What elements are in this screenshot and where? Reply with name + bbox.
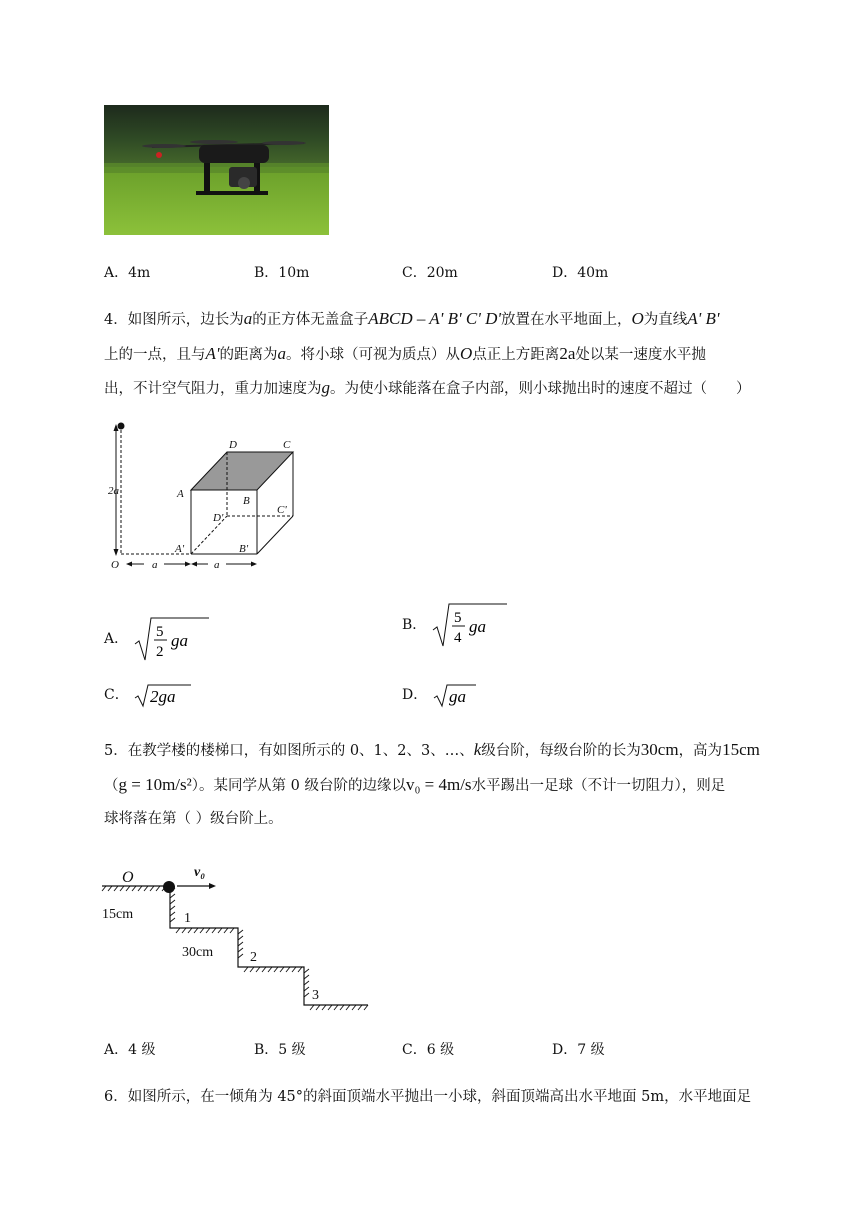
q3-option-d[interactable]: D．40m: [552, 265, 609, 281]
q3-option-a[interactable]: A．4m: [104, 265, 151, 281]
q4-line-3: 出，不计空气阻力，重力加速度为g。为使小球能落在盒子内部，则小球抛出时的速度不超过（ ）: [104, 378, 751, 397]
q5-option-c[interactable]: C．6 级: [402, 1042, 455, 1058]
svg-text:5: 5: [453, 610, 462, 626]
svg-text:15cm: 15cm: [102, 907, 134, 922]
svg-text:A: A: [177, 488, 184, 500]
svg-text:30cm: 30cm: [182, 945, 214, 960]
label-2a: 2a: [108, 485, 119, 497]
svg-text:D: D: [229, 439, 237, 451]
svg-text:D': D': [213, 512, 224, 524]
svg-text:O: O: [111, 559, 119, 571]
q5-option-b[interactable]: B．5 级: [254, 1042, 306, 1058]
svg-text:1: 1: [184, 911, 191, 926]
q5-line-1: 5．在教学楼的楼梯口，有如图所示的 0、1、2、3、…、k级台阶，每级台阶的长为30cm，高为15cm: [104, 740, 760, 759]
svg-text:ga: ga: [448, 687, 466, 706]
svg-text:3: 3: [312, 988, 319, 1003]
q4-option-a[interactable]: A． 5 2 ga: [104, 614, 213, 664]
q4-option-d[interactable]: D． ga: [402, 682, 482, 708]
svg-text:B': B': [239, 543, 249, 555]
drone-photo: [104, 105, 329, 235]
svg-text:v₀: v₀: [194, 865, 206, 880]
q5-option-a[interactable]: A．4 级: [104, 1042, 156, 1058]
cube-diagram: [100, 418, 310, 578]
q3-option-b[interactable]: B．10m: [254, 265, 310, 281]
q3-option-c[interactable]: C．20m: [402, 265, 458, 281]
svg-text:2: 2: [155, 644, 164, 660]
q4-line-2: 上的一点，且与A'的距离为a。将小球（可视为质点）从O点正上方距离2a处以某一速度水平抛: [104, 344, 706, 363]
q4-option-b[interactable]: B． 5 4 ga: [402, 600, 511, 650]
svg-text:B: B: [243, 495, 250, 507]
svg-text:2ga: 2ga: [150, 687, 176, 706]
q4-option-c[interactable]: C． 2ga: [104, 682, 193, 708]
svg-text:ga: ga: [468, 617, 486, 636]
svg-text:4: 4: [453, 630, 462, 646]
q6-line-1: 6．如图所示，在一倾角为 45°的斜面顶端水平抛出一小球，斜面顶端高出水平地面 5m，水平地面足: [104, 1089, 752, 1105]
svg-text:O: O: [122, 869, 134, 886]
q5-option-d[interactable]: D．7 级: [552, 1042, 605, 1058]
svg-text:C: C: [283, 439, 291, 451]
svg-text:2: 2: [250, 950, 257, 965]
svg-text:5: 5: [155, 624, 164, 640]
q5-line-3: 球将落在第（ ）级台阶上。: [104, 811, 283, 827]
stairs-diagram: [100, 860, 375, 1015]
svg-text:C': C': [277, 504, 287, 516]
svg-text:a: a: [214, 559, 220, 571]
svg-text:ga: ga: [170, 631, 188, 650]
svg-text:A': A': [175, 543, 185, 555]
q4-line-1: 4．如图所示，边长为a的正方体无盖盒子ABCD – A' B' C' D'放置在水平地面上，O为直线A' B': [104, 309, 720, 328]
q5-line-2: （g = 10m/s²）。某同学从第 0 级台阶的边缘以v₀ = 4m/s水平踢出一足球（不计一切阻力），则足: [104, 775, 726, 794]
svg-text:a: a: [152, 559, 158, 571]
